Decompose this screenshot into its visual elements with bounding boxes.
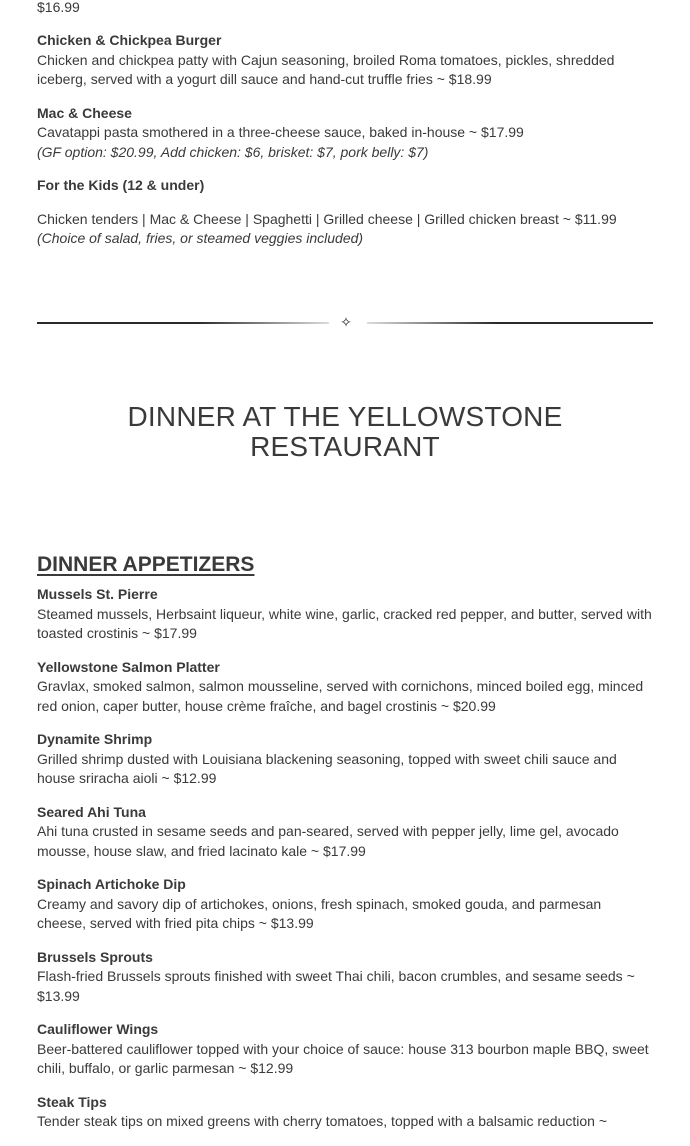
menu-item-name: Cauliflower Wings [37,1021,159,1037]
menu-item-description: Creamy and savory dip of artichokes, onions, fresh spinach, smoked gouda, and parmesan cheese, served with fried pita chips ~ $13.99 [37,895,602,931]
section-title: DINNER AT THE YELLOWSTONE RESTAURANT [127,401,563,462]
menu-item-description: Steamed mussels, Herbsaint liqueur, white wine, garlic, cracked red pepper, and butter, served with toasted crostinis ~ $17.99 [37,605,652,641]
menu-item-name: Mussels St. Pierre [37,586,158,602]
divider-line-left [37,322,329,324]
lunch-section [37,0,653,263]
kids-menu-description: Chicken tenders | Mac & Cheese | Spaghetti | Grilled cheese | Grilled chicken breast ~ $11.99 [37,210,617,227]
menu-item-name: Steak Tips [37,1093,107,1110]
menu-item-name: Chicken & Chickpea Burger [37,32,222,48]
menu-item [37,730,653,789]
menu-item-description: Grilled shrimp dusted with Louisiana blackening seasoning, topped with sweet chili sauce and house sriracha aioli ~ $12.99 [37,750,617,786]
menu-item [37,585,653,644]
menu-item [37,803,653,862]
menu-item [37,948,653,1007]
menu-item-name: Yellowstone Salmon Platter [37,658,220,675]
kids-menu-note: (Choice of salad, fries, or steamed veggies included) [37,230,364,246]
kids-menu [37,210,653,249]
menu-item [37,31,653,90]
menu-item-description: Beer-battered cauliflower topped with your choice of sauce: house 313 bourbon maple BBQ, sweet chili, buffalo, or garlic parmesan ~ $12.99 [37,1040,649,1076]
appetizers-heading: DINNER APPETIZERS [37,553,255,576]
menu-item-description: Cavatappi pasta smothered in a three-cheese sauce, baked in-house ~ $17.99 [37,124,524,140]
menu-item [37,1093,653,1132]
divider-line-right [367,322,653,324]
four-point-star-icon: ✧ [340,314,352,330]
menu-item [37,658,653,717]
menu-item-description: Chicken and chickpea patty with Cajun seasoning, broiled Roma tomatoes, pickles, shredded iceberg, served with a yogurt dill sauce and hand-cut truffle fries ~ $18.99 [37,51,615,87]
section-divider [37,316,653,330]
menu-item-name: Dynamite Shrimp [37,731,153,747]
menu-item [37,0,653,17]
kids-heading: For the Kids (12 & under) [37,177,205,193]
menu-item-description: Ahi tuna crusted in sesame seeds and pan-seared, served with pepper jelly, lime gel, avocado mousse, house slaw, and fried lacinato kale ~ $17.99 [37,823,619,859]
menu-item [37,875,653,934]
menu-item-name: Spinach Artichoke Dip [37,876,186,892]
appetizers-list [37,585,653,1146]
menu-item-note: (GF option: $20.99, Add chicken: $6, brisket: $7, pork belly: $7) [37,143,429,160]
menu-item [37,1020,653,1079]
menu-item-name: Mac & Cheese [37,104,132,121]
menu-item [37,104,653,163]
menu-item-name: Brussels Sprouts [37,948,153,965]
menu-item-description: Tender steak tips on mixed greens with cherry tomatoes, topped with a balsamic reduction ~ [37,1113,608,1129]
menu-item-description: $16.99 [37,0,80,15]
menu-item-description: Flash-fried Brussels sprouts finished with sweet Thai chili, bacon crumbles, and sesame seeds ~ $13.99 [37,968,635,1004]
menu-item-name: Seared Ahi Tuna [37,803,146,820]
menu-item-description: Gravlax, smoked salmon, salmon mousseline, served with cornichons, minced boiled egg, minced red onion, caper butter, house crème fraîche, and bagel crostinis ~ $20.99 [37,678,644,714]
